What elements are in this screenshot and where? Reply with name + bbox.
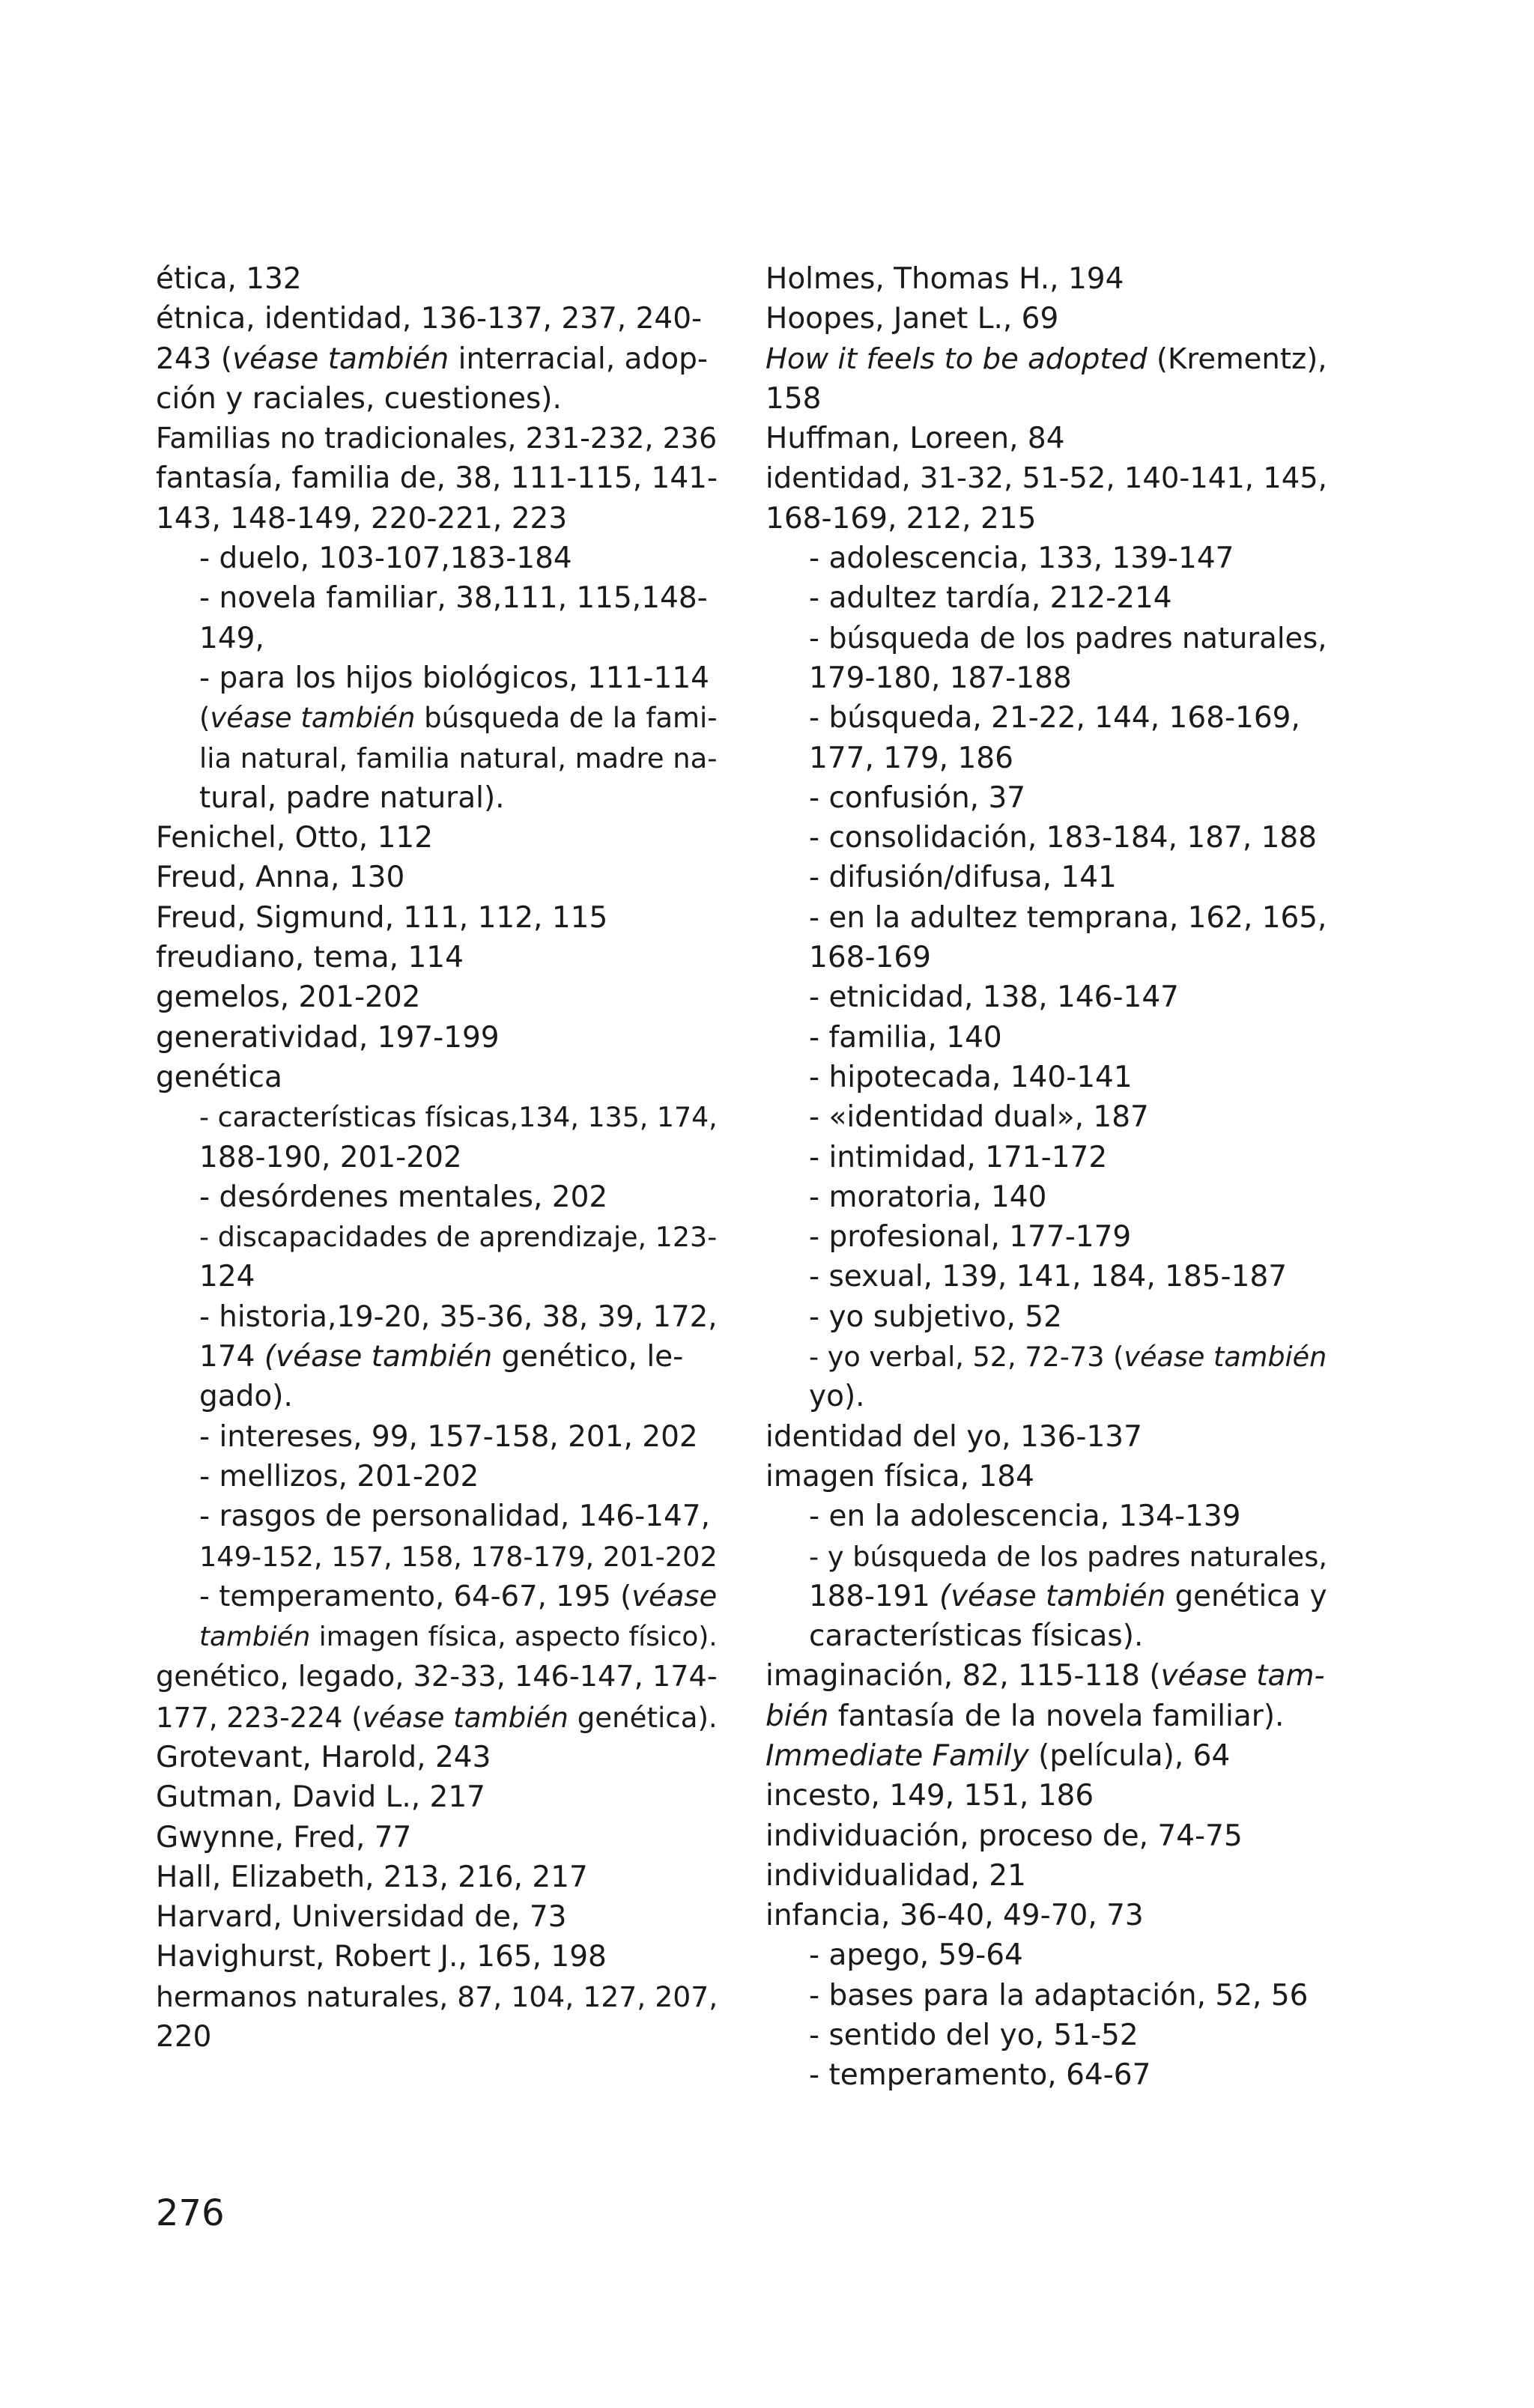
index-subentry: [156, 1616, 718, 1657]
entry-text: genética y: [1165, 1579, 1327, 1613]
index-subentry: [766, 619, 1327, 658]
index-subentry: [766, 1537, 1327, 1577]
entry-text: yo).: [809, 1380, 865, 1414]
entry-text: - adultez tardía, 212-214: [809, 581, 1172, 616]
entry-text: - para los hijos biológicos, 111-114: [199, 661, 709, 695]
index-subentry: [156, 1496, 718, 1536]
index-subentry: [156, 1417, 718, 1457]
index-entry: [156, 1738, 718, 1777]
entry-text: 168-169, 212, 215: [766, 501, 1037, 536]
entry-text: - en la adolescencia, 134-139: [809, 1499, 1241, 1534]
entry-text: gemelos, 201-202: [156, 980, 421, 1015]
entry-text: - hipotecada, 140-141: [809, 1060, 1133, 1094]
entry-text: - sexual, 139, 141, 184, 185-187: [809, 1260, 1288, 1294]
index-subentry: [156, 1297, 718, 1337]
index-subentry: [156, 1577, 718, 1616]
entry-text: Havighurst, Robert J., 165, 198: [156, 1940, 607, 1974]
entry-text: identidad, 31-32, 51-52, 140-141, 145,: [766, 461, 1328, 496]
entry-text: imaginación, 82, 115-118 (: [766, 1659, 1161, 1693]
entry-text: freudiano, tema, 114: [156, 941, 464, 975]
entry-text: ción y raciales, cuestiones).: [156, 381, 562, 416]
entry-text: interracial, adop-: [449, 342, 708, 376]
index-subentry: [766, 2016, 1327, 2055]
entry-text: Freud, Sigmund, 111, 112, 115: [156, 900, 608, 935]
index-entry: [766, 1776, 1327, 1816]
entry-text: - mellizos, 201-202: [199, 1459, 479, 1493]
index-subentry: [766, 778, 1327, 818]
index-subentry: [766, 539, 1327, 578]
entry-text: generatividad, 197-199: [156, 1020, 500, 1055]
entry-text: imagen física, 184: [766, 1459, 1034, 1493]
entry-text: individuación, proceso de, 74-75: [766, 1819, 1243, 1853]
entry-text: - búsqueda de los padres naturales,: [809, 621, 1327, 655]
index-subentry: [766, 1177, 1327, 1217]
italic-text: véase tam-: [1160, 1659, 1325, 1693]
index-subentry: [766, 818, 1327, 858]
index-subentry: [766, 1496, 1327, 1536]
index-entry: [766, 259, 1327, 299]
index-subentry: [766, 977, 1327, 1017]
entry-text: - temperamento, 64-67, 195 (: [199, 1579, 632, 1613]
index-entry: [156, 259, 718, 299]
entry-text: - yo verbal, 52, 72-73 (: [809, 1341, 1124, 1374]
index-entry: [766, 1656, 1327, 1696]
index-subentry: [766, 1217, 1327, 1257]
entry-text: (: [199, 702, 210, 735]
entry-text: - familia, 140: [809, 1020, 1002, 1055]
index-subentry: [766, 938, 1327, 977]
index-entry: [156, 1777, 718, 1817]
entry-text: 149,: [199, 621, 264, 655]
entry-text: 220: [156, 2020, 212, 2054]
entry-text: - moratoria, 140: [809, 1180, 1047, 1214]
index-subentry: [156, 1337, 718, 1377]
page-number: 276: [156, 2192, 225, 2234]
index-entry: [766, 379, 1327, 419]
entry-text: individualidad, 21: [766, 1858, 1026, 1893]
entry-text: - apego, 59-64: [809, 1938, 1023, 1973]
entry-text: 168-169: [809, 941, 931, 975]
entry-text: Gutman, David L., 217: [156, 1780, 485, 1815]
index-subentry: [156, 1097, 718, 1137]
entry-text: Grotevant, Harold, 243: [156, 1740, 491, 1774]
index-entry: [156, 938, 718, 977]
index-subentry: [156, 1217, 718, 1257]
entry-text: Gwynne, Fred, 77: [156, 1820, 412, 1854]
entry-text: - en la adultez temprana, 162, 165,: [809, 900, 1327, 935]
index-entry: [766, 1417, 1327, 1457]
index-subentry: [766, 1377, 1327, 1416]
index-subentry: [766, 1097, 1327, 1137]
entry-text: 243 (: [156, 342, 233, 376]
index-entry: [766, 339, 1327, 379]
italic-text: (véase también: [264, 1340, 493, 1374]
entry-text: Holmes, Thomas H., 194: [766, 262, 1124, 296]
index-entry: [156, 1937, 718, 1977]
index-entry: [156, 818, 718, 858]
entry-text: lia natural, familia natural, madre na-: [199, 741, 718, 774]
entry-text: - novela familiar, 38,111, 115,148-: [199, 581, 708, 616]
index-entry: [156, 1657, 718, 1697]
index-subentry: [766, 898, 1327, 938]
entry-text: Familias no tradicionales, 231-232, 236: [156, 422, 718, 455]
italic-text: Immediate Family: [766, 1738, 1029, 1773]
entry-text: - intereses, 99, 157-158, 201, 202: [199, 1419, 698, 1454]
entry-text: - duelo, 103-107,183-184: [199, 542, 572, 576]
italic-text: How it feels to be adopted: [766, 342, 1148, 376]
index-entry: [766, 1856, 1327, 1896]
index-entry: [766, 1896, 1327, 1935]
index-entry: [156, 458, 718, 498]
entry-text: - profesional, 177-179: [809, 1220, 1132, 1255]
entry-text: - adolescencia, 133, 139-147: [809, 542, 1234, 576]
entry-text: - difusión/difusa, 141: [809, 861, 1117, 895]
entry-text: (Krementz),: [1147, 342, 1327, 376]
index-entry: [766, 1736, 1327, 1776]
index-subentry: [156, 739, 718, 778]
entry-text: imagen física, aspecto físico).: [310, 1622, 718, 1653]
entry-text: infancia, 36-40, 49-70, 73: [766, 1899, 1144, 1933]
entry-text: - etnicidad, 138, 146-147: [809, 980, 1179, 1015]
index-subentry: [766, 1257, 1327, 1297]
index-subentry: [156, 1457, 718, 1496]
index-subentry: [156, 1377, 718, 1416]
index-subentry: [766, 1976, 1327, 2016]
index-column-left: [156, 259, 718, 2057]
index-subentry: [766, 1337, 1327, 1377]
italic-text: bién: [766, 1699, 829, 1733]
entry-text: fantasía de la novela familiar).: [828, 1699, 1285, 1733]
index-entry: [766, 458, 1327, 498]
entry-text: Freud, Anna, 130: [156, 861, 405, 895]
index-subentry: [156, 539, 718, 578]
entry-text: - confusión, 37: [809, 780, 1026, 815]
entry-text: - y búsqueda de los padres naturales,: [809, 1540, 1327, 1573]
index-subentry: [766, 578, 1327, 618]
entry-text: étnica, identidad, 136-137, 237, 240-: [156, 302, 703, 336]
italic-text: véase también: [232, 342, 449, 376]
entry-text: 158: [766, 381, 822, 416]
entry-text: - búsqueda, 21-22, 144, 168-169,: [809, 701, 1300, 736]
index-entry: [156, 1857, 718, 1897]
index-subentry: [156, 1177, 718, 1217]
entry-text: 177, 179, 186: [809, 741, 1013, 775]
entry-text: Hoopes, Janet L., 69: [766, 302, 1059, 336]
entry-text: Huffman, Loreen, 84: [766, 422, 1065, 456]
index-subentry: [766, 2055, 1327, 2095]
index-entry: [766, 299, 1327, 339]
entry-text: incesto, 149, 151, 186: [766, 1779, 1094, 1813]
entry-text: 179-180, 187-188: [809, 661, 1072, 695]
entry-text: ética, 132: [156, 262, 302, 296]
entry-text: - desórdenes mentales, 202: [199, 1180, 608, 1214]
italic-text: también: [199, 1622, 311, 1653]
index-entry: [156, 1018, 718, 1058]
index-subentry: [156, 1257, 718, 1297]
index-subentry: [766, 1935, 1327, 1975]
index-entry: [766, 1696, 1327, 1736]
entry-text: tural, padre natural).: [199, 780, 505, 815]
index-subentry: [156, 1537, 718, 1577]
index-subentry: [156, 658, 718, 698]
index-entry: [766, 1457, 1327, 1496]
entry-text: 124: [199, 1260, 255, 1294]
entry-text: 174: [199, 1340, 264, 1374]
entry-text: características físicas).: [809, 1619, 1144, 1654]
entry-text: genético, legado, 32-33, 146-147, 174-: [156, 1661, 718, 1694]
index-subentry: [766, 858, 1327, 897]
entry-text: - discapacidades de aprendizaje, 123-: [199, 1221, 718, 1254]
entry-text: identidad del yo, 136-137: [766, 1419, 1142, 1454]
index-entry: [156, 1058, 718, 1097]
entry-text: 143, 148-149, 220-221, 223: [156, 501, 568, 536]
index-subentry: [156, 578, 718, 618]
index-subentry: [156, 698, 718, 738]
index-subentry: [766, 1577, 1327, 1616]
index-entry: [156, 499, 718, 539]
index-subentry: [766, 1138, 1327, 1177]
entry-text: genético, le-: [492, 1340, 684, 1374]
entry-text: - consolidación, 183-184, 187, 188: [809, 821, 1318, 855]
index-entry: [156, 898, 718, 938]
index-column-right: [766, 259, 1327, 2096]
entry-text: - historia,19-20, 35-36, 38, 39, 172,: [199, 1299, 718, 1334]
entry-text: - rasgos de personalidad, 146-147,: [199, 1499, 711, 1534]
entry-text: genética: [156, 1060, 282, 1094]
entry-text: gado).: [199, 1380, 293, 1414]
index-subentry: [766, 1297, 1327, 1337]
index-entry: [156, 299, 718, 339]
entry-text: - «identidad dual», 187: [809, 1100, 1149, 1135]
index-entry: [156, 419, 718, 458]
italic-text: (véase también: [939, 1579, 1166, 1613]
index-entry: [766, 419, 1327, 458]
index-entry: [156, 339, 718, 379]
entry-text: 177, 223-224 (: [156, 1701, 363, 1734]
index-subentry: [156, 778, 718, 818]
entry-text: genética).: [568, 1701, 718, 1734]
index-subentry: [766, 698, 1327, 738]
entry-text: 188-190, 201-202: [199, 1140, 462, 1174]
entry-text: 149-152, 157, 158, 178-179, 201-202: [199, 1540, 718, 1573]
entry-text: 188-191: [809, 1579, 940, 1613]
entry-text: fantasía, familia de, 38, 111-115, 141-: [156, 461, 718, 496]
index-entry: [156, 2017, 718, 2057]
entry-text: búsqueda de la fami-: [415, 702, 718, 735]
index-subentry: [766, 1616, 1327, 1656]
italic-text: véase también: [362, 1701, 569, 1734]
index-entry: [156, 1698, 718, 1738]
index-subentry: [766, 1058, 1327, 1097]
entry-text: - yo subjetivo, 52: [809, 1299, 1062, 1334]
italic-text: véase también: [210, 702, 416, 735]
index-entry: [766, 499, 1327, 539]
italic-text: véase también: [1124, 1341, 1327, 1374]
entry-text: Fenichel, Otto, 112: [156, 821, 434, 855]
entry-text: - intimidad, 171-172: [809, 1140, 1108, 1174]
entry-text: hermanos naturales, 87, 104, 127, 207,: [156, 1980, 718, 2013]
entry-text: (película), 64: [1028, 1738, 1231, 1773]
index-subentry: [156, 1138, 718, 1177]
index-entry: [156, 858, 718, 897]
index-entry: [156, 977, 718, 1017]
index-entry: [156, 379, 718, 419]
index-subentry: [766, 658, 1327, 698]
index-entry: [766, 1816, 1327, 1856]
entry-text: - sentido del yo, 51-52: [809, 2019, 1139, 2053]
index-entry: [156, 1977, 718, 2017]
entry-text: - bases para la adaptación, 52, 56: [809, 1978, 1309, 2013]
entry-text: Hall, Elizabeth, 213, 216, 217: [156, 1860, 588, 1894]
entry-text: - temperamento, 64-67: [809, 2058, 1151, 2093]
index-subentry: [766, 739, 1327, 778]
index-entry: [156, 1897, 718, 1937]
entry-text: - características físicas,134, 135, 174,: [199, 1101, 718, 1134]
index-subentry: [766, 1018, 1327, 1058]
italic-text: véase: [631, 1579, 718, 1613]
index-entry: [156, 1818, 718, 1857]
index-subentry: [156, 619, 718, 658]
entry-text: Harvard, Universidad de, 73: [156, 1900, 567, 1935]
